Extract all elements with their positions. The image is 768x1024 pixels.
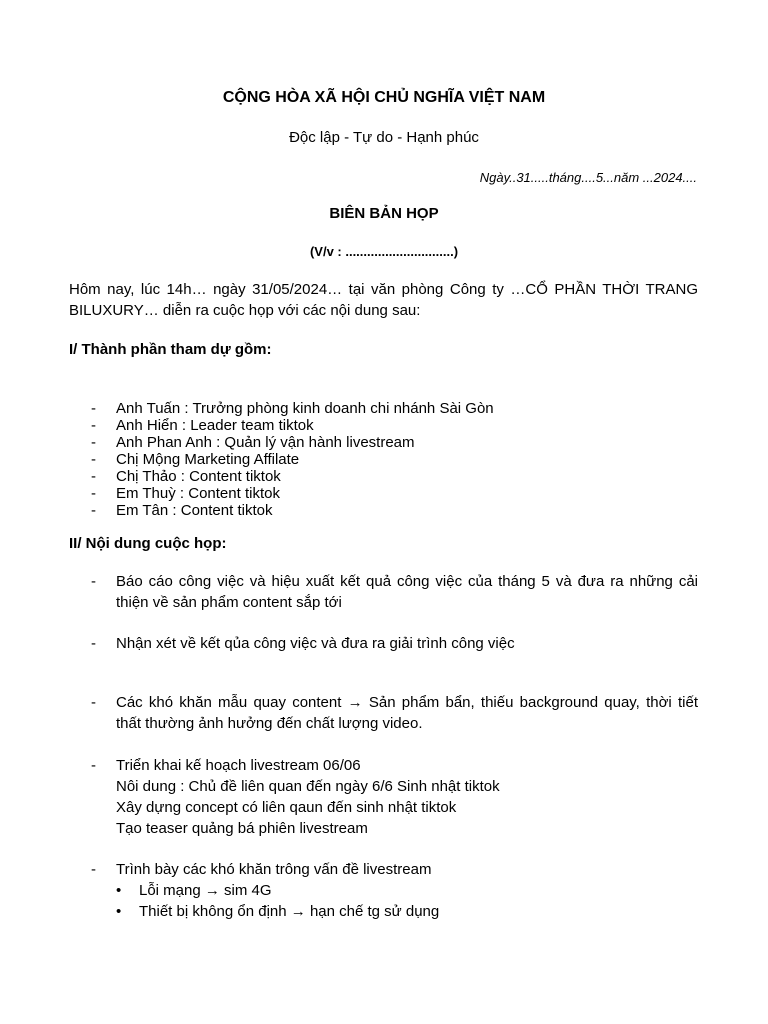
- bullet-item: [69, 880, 698, 901]
- plan-line: Xây dựng concept có liên qaun đến sinh nhật tiktok: [116, 799, 457, 816]
- bullet-icon: •: [116, 903, 122, 920]
- bullet-text: Lỗi mạng → sim 4G: [139, 882, 272, 899]
- list-item: - Anh Phan Anh : Quản lý vận hành livestream: [69, 434, 709, 451]
- list-item: - Anh Hiển : Leader team tiktok: [69, 417, 709, 434]
- content-item-livestream-issues: [69, 859, 698, 922]
- document-date: Ngày..31.....tháng....5...năm ...2024....: [479, 170, 697, 185]
- list-item: - Em Tân : Content tiktok: [69, 502, 709, 519]
- attendee-list: [69, 400, 709, 519]
- document-subject: (V/v : ..............................): [309, 244, 459, 259]
- motto: Độc lập - Tự do - Hạnh phúc: [289, 129, 479, 146]
- bullet-icon: •: [116, 882, 122, 899]
- content-item-livestream-plan: [69, 755, 698, 839]
- list-item: [69, 755, 698, 839]
- list-item: - Trình bày các khó khăn trông vấn đề livestream: [69, 859, 698, 880]
- section-heading-content: II/ Nội dung cuộc họp:: [69, 535, 227, 552]
- intro-paragraph: Hôm nay, lúc 14h… ngày 31/05/2024… tại văn phòng Công ty …CỔ PHẦN THỜI TRANG BILUXURY… diễn ra cuộc họp với các nội dung sau:: [69, 281, 698, 319]
- document-title: BIÊN BẢN HỌP: [329, 205, 439, 222]
- list-item: - Nhận xét về kết qủa công việc và đưa ra giải trình công việc: [69, 633, 698, 654]
- content-item-difficulties: [69, 692, 698, 734]
- list-item: - Anh Tuấn : Trưởng phòng kinh doanh chi nhánh Sài Gòn: [69, 400, 709, 417]
- list-item: - Báo cáo công việc và hiệu xuất kết quả công việc của tháng 5 và đưa ra những cải thiện về sản phẩm content sắp tới: [69, 571, 698, 613]
- list-item: - Các khó khăn mẫu quay content → Sản phẩm bẩn, thiếu background quay, thời tiết thất thường ảnh hưởng đến chất lượng video.: [69, 692, 698, 734]
- section-heading-attendees: I/ Thành phần tham dự gồm:: [69, 341, 272, 358]
- list-item: - Em Thuỳ : Content tiktok: [69, 485, 709, 502]
- content-item-report: [69, 571, 698, 613]
- bullet-text: Thiết bị không ổn định → hạn chế tg sử dụng: [139, 903, 440, 920]
- plan-line: Nôi dung : Chủ đề liên quan đến ngày 6/6 Sinh nhật tiktok: [116, 778, 500, 795]
- content-item-review: [69, 633, 698, 654]
- nation-title: CỘNG HÒA XÃ HỘI CHỦ NGHĨA VIỆT NAM: [222, 89, 546, 106]
- plan-line: Tạo teaser quảng bá phiên livestream: [116, 820, 368, 837]
- plan-line: - Triển khai kế hoạch livestream 06/06: [116, 757, 361, 774]
- list-item: - Chị Mộng Marketing Affilate: [69, 451, 709, 468]
- bullet-item: [69, 901, 698, 922]
- list-item: - Chị Thảo : Content tiktok: [69, 468, 709, 485]
